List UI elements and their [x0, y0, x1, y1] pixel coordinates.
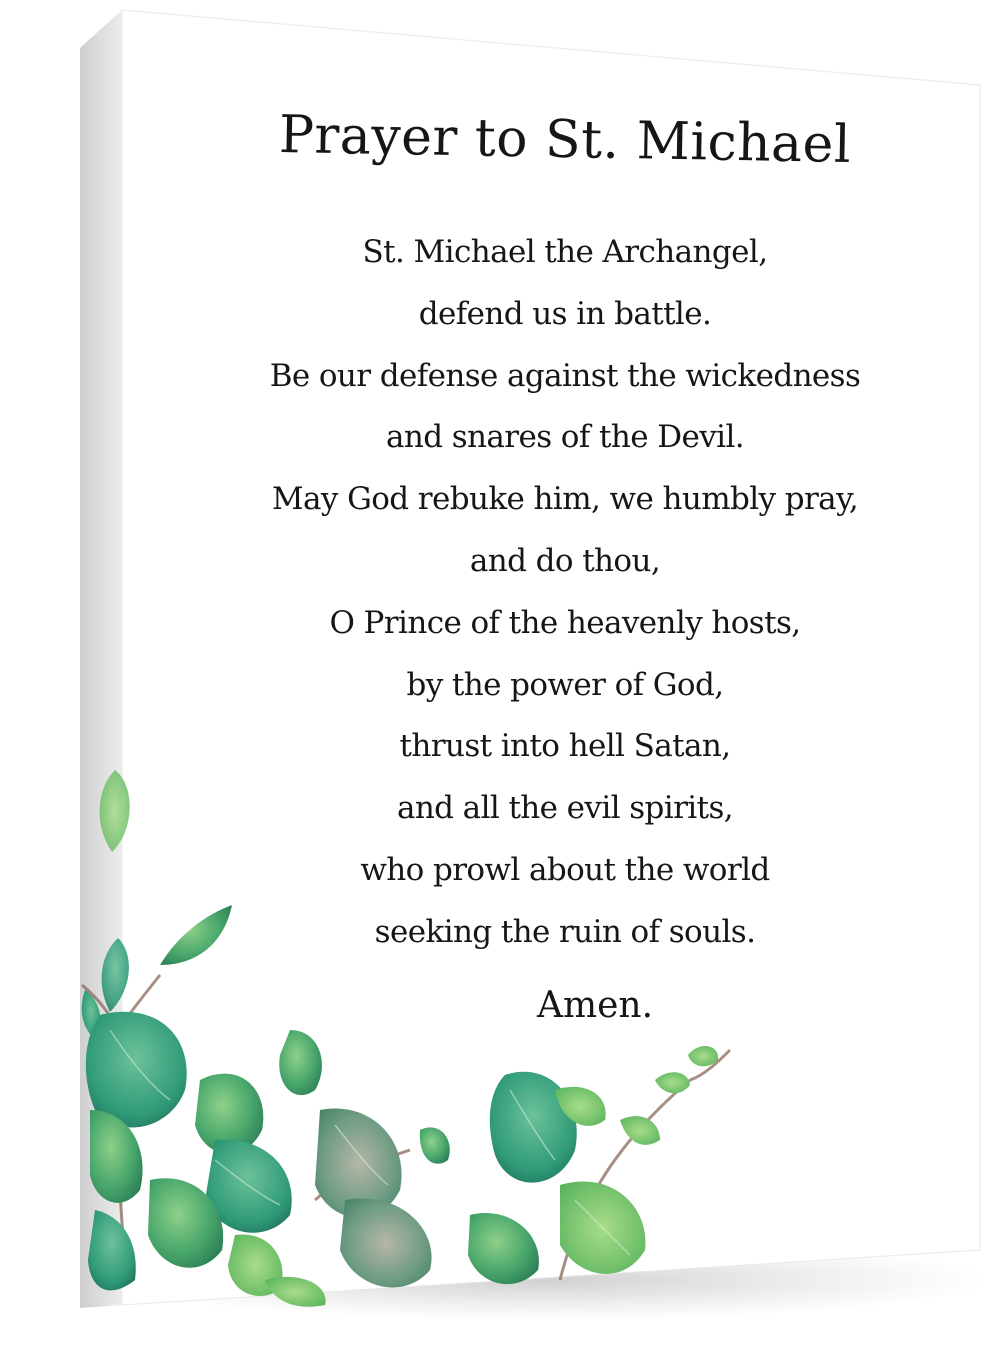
prayer-line-11: who prowl about the world: [360, 851, 770, 888]
prayer-line-6: and do thou,: [469, 542, 661, 579]
prayer-line-7: O Prince of the heavenly hosts,: [329, 604, 801, 641]
prayer-line-8: by the power of God,: [406, 666, 724, 703]
prayer-line-5: May God rebuke him, we humbly pray,: [271, 481, 859, 518]
prayer-text: [260, 105, 870, 1026]
prayer-line-4: and snares of the Devil.: [385, 419, 745, 456]
prayer-line-1: St. Michael the Archangel,: [362, 234, 768, 270]
prayer-closing: Amen.: [536, 984, 654, 1026]
prayer-line-2: defend us in battle.: [418, 295, 712, 332]
prayer-line-3: Be our defense against the wickedness: [269, 357, 861, 394]
prayer-line-10: and all the evil spirits,: [396, 790, 734, 827]
prayer-line-9: thrust into hell Satan,: [399, 728, 731, 765]
prayer-title: Prayer to St. Michael: [278, 105, 852, 175]
prayer-line-12: seeking the ruin of souls.: [374, 913, 756, 950]
